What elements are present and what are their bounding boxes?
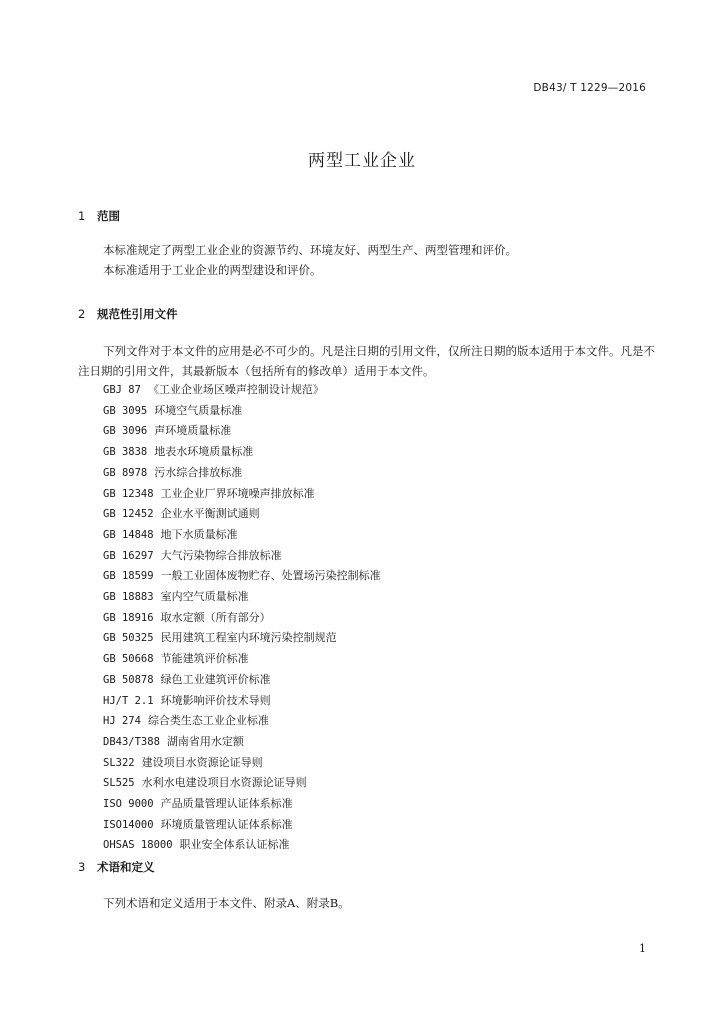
document-title: 两型工业企业: [308, 151, 416, 171]
reference-item: [103, 401, 381, 422]
section-number: 1: [78, 209, 86, 223]
reference-list: [103, 380, 381, 856]
reference-code: GBJ 87: [103, 384, 141, 396]
reference-code: ISO14000: [103, 818, 154, 831]
reference-title: 地下水质量标准: [160, 527, 238, 541]
reference-title: 企业水平衡测试通则: [160, 507, 260, 521]
reference-code: GB 3838: [103, 446, 148, 459]
reference-item: [103, 835, 381, 856]
reference-code: SL322: [103, 756, 135, 769]
reference-title: 一般工业固体废物贮存、处置场污染控制标准: [160, 569, 381, 583]
section-title: 术语和定义: [97, 860, 155, 874]
reference-title: 综合类生态工业企业标准: [147, 714, 269, 728]
reference-code: GB 14848: [103, 528, 154, 541]
section-title: 范围: [97, 209, 120, 223]
reference-title: 声环境质量标准: [154, 424, 232, 438]
reference-code: GB 12348: [103, 487, 154, 500]
page-number: 1: [639, 942, 646, 955]
reference-title: 大气污染物综合排放标准: [160, 548, 282, 562]
reference-title: 取水定额（所有部分）: [160, 610, 271, 624]
reference-item: [103, 484, 381, 505]
reference-title: 污水综合排放标准: [154, 465, 243, 479]
paragraph: 本标准规定了两型工业企业的资源节约、环境友好、两型生产、两型管理和评价。: [103, 243, 517, 257]
reference-title: 工业企业厂界环境噪声排放标准: [160, 486, 315, 500]
section-1-body: [78, 241, 658, 280]
section-3-body: [78, 894, 658, 914]
reference-item: [103, 380, 381, 401]
reference-item: [103, 670, 381, 691]
reference-item: [103, 525, 381, 546]
reference-title: 室内空气质量标准: [160, 590, 249, 604]
reference-item: [103, 794, 381, 815]
reference-code: GB 3096: [103, 425, 148, 438]
reference-code: GB 3095: [103, 404, 148, 417]
reference-code: GB 18883: [103, 591, 154, 604]
reference-code: OHSAS 18000: [103, 839, 173, 852]
reference-title: 建设项目水资源论证导则: [141, 755, 263, 769]
reference-item: [103, 773, 381, 794]
reference-title: 地表水环境质量标准: [154, 445, 254, 459]
reference-item: [103, 442, 381, 463]
reference-item: [103, 587, 381, 608]
paragraph: 下列文件对于本文件的应用是必不可少的。凡是注日期的引用文件，仅所注日期的版本适用于本文件。凡是不注日期的引用文件，其最新版本（包括所有的修改单）适用于本文件。: [78, 344, 655, 378]
reference-code: HJ 274: [103, 715, 141, 728]
reference-code: GB 50668: [103, 653, 154, 666]
section-title: 规范性引用文件: [97, 307, 178, 321]
section-1-heading: [78, 208, 120, 224]
reference-item: [103, 649, 381, 670]
reference-title: 职业安全体系认证标准: [179, 838, 290, 852]
reference-code: GB 18599: [103, 570, 154, 583]
reference-title: 民用建筑工程室内环境污染控制规范: [160, 631, 337, 645]
reference-code: GB 50878: [103, 673, 154, 686]
reference-title: 环境影响评价技术导则: [160, 693, 271, 707]
reference-item: [103, 546, 381, 567]
paragraph: 下列术语和定义适用于本文件、附录A、附录B。: [103, 896, 350, 910]
reference-item: [103, 815, 381, 836]
reference-item: [103, 628, 381, 649]
reference-code: GB 8978: [103, 466, 148, 479]
section-2-heading: [78, 306, 178, 322]
reference-item: [103, 691, 381, 712]
section-2-intro: [78, 342, 658, 381]
paragraph: 本标准适用于工业企业的两型建设和评价。: [103, 262, 322, 277]
reference-item: [103, 421, 381, 442]
reference-code: ISO 9000: [103, 798, 154, 811]
reference-item: [103, 753, 381, 774]
reference-code: SL525: [103, 777, 135, 790]
reference-title: 节能建筑评价标准: [160, 652, 249, 666]
reference-title: 产品质量管理认证体系标准: [160, 797, 293, 811]
document-code: DB43/ T 1229—2016: [533, 82, 646, 94]
reference-title: 环境空气质量标准: [154, 403, 243, 417]
reference-title: 绿色工业建筑评价标准: [160, 672, 271, 686]
reference-title: 湖南省用水定额: [166, 734, 244, 748]
reference-code: GB 18916: [103, 611, 154, 624]
reference-item: [103, 504, 381, 525]
section-3-heading: [78, 859, 155, 875]
section-number: 3: [78, 860, 86, 874]
reference-code: GB 50325: [103, 632, 154, 645]
reference-title: 水利水电建设项目水资源论证导则: [141, 776, 307, 790]
reference-code: DB43/T388: [103, 735, 160, 748]
reference-code: GB 12452: [103, 508, 154, 521]
reference-item: [103, 711, 381, 732]
reference-code: HJ/T 2.1: [103, 694, 154, 707]
reference-item: [103, 566, 381, 587]
reference-item: [103, 732, 381, 753]
section-number: 2: [78, 307, 86, 321]
reference-code: GB 16297: [103, 549, 154, 562]
reference-item: [103, 463, 381, 484]
reference-title: 《工业企业场区噪声控制设计规范》: [147, 383, 324, 396]
reference-item: [103, 608, 381, 629]
reference-title: 环境质量管理认证体系标准: [160, 817, 293, 831]
